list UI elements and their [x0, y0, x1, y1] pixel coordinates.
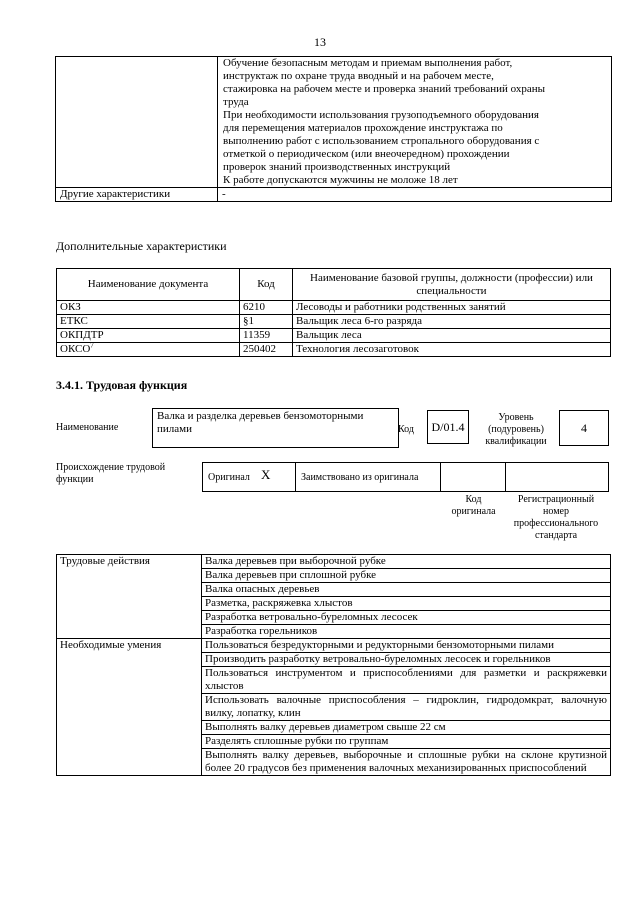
actions-skills-table [56, 554, 611, 776]
origin-label: Происхождение трудовой функции [56, 462, 166, 485]
name-cell: Технология лесозаготовок [293, 343, 611, 357]
labor-action-item: Валка опасных деревьев [202, 583, 611, 597]
requirement-line: выполнению работ с использованием стропального оборудования с [223, 135, 540, 147]
skill-item: Производить разработку ветровально-буреломных лесосек и горельников [202, 653, 611, 667]
level-box: 4 [559, 410, 609, 446]
additional-characteristics-table [56, 268, 611, 357]
additional-characteristics-title: Дополнительные характеристики [56, 239, 227, 253]
doc-text: ОКСО [60, 343, 91, 355]
requirement-line: Обучение безопасным методам и приемам выполнения работ, [223, 57, 513, 69]
original-label: Оригинал [208, 472, 250, 483]
code-box: D/01.4 [427, 410, 469, 444]
requirement-line: проверок знаний производственных инструкций [223, 161, 451, 173]
code-original-label: Код оригинала [451, 494, 496, 517]
header-code: Код [240, 269, 293, 301]
divider [440, 463, 441, 491]
labor-action-item: Разработка горельников [202, 625, 611, 639]
labor-action-item: Валка деревьев при выборочной рубке [202, 555, 611, 569]
function-name-box [152, 408, 399, 448]
code-cell: 11359 [240, 329, 293, 343]
doc-cell: ОКПДТР [57, 329, 240, 343]
skill-item: Выполнять валку деревьев, выборочные и сплошные рубки на склоне крутизной более 20 градусов без применения валочных механизированных приспособлений [202, 749, 611, 776]
name-cell: Вальщик леса 6-го разряда [293, 315, 611, 329]
skill-item: Пользоваться инструментом и приспособлениями для разметки и раскряжевки хлыстов [202, 667, 611, 694]
reg-number-label: Регистрационный номер профессионального стандарта [513, 494, 599, 541]
requirement-line: отметкой о периодическом (или внеочередном) прохождении [223, 148, 510, 160]
labor-action-item: Валка деревьев при сплошной рубке [202, 569, 611, 583]
skill-item: Разделять сплошные рубки по группам [202, 735, 611, 749]
labor-action-item: Разметка, раскряжевка хлыстов [202, 597, 611, 611]
name-cell: Вальщик леса [293, 329, 611, 343]
requirement-line: труда [223, 96, 249, 108]
requirement-line: К работе допускаются мужчины не моложе 18 лет [223, 174, 458, 186]
skill-item: Использовать валочные приспособления – гидроклин, гидродомкрат, валочную вилку, лопатку, клин [202, 694, 611, 721]
footnote-mark: 7 [90, 341, 94, 350]
borrowed-label: Заимствовано из оригинала [301, 472, 419, 483]
labor-action-item: Разработка ветровально-буреломных лесосек [202, 611, 611, 625]
code-cell: §1 [240, 315, 293, 329]
function-title: 3.4.1. Трудовая функция [56, 378, 188, 392]
name-cell: Лесоводы и работники родственных занятий [293, 301, 611, 315]
other-characteristics-label: Другие характеристики [56, 188, 218, 202]
empty-cell [56, 57, 218, 188]
name-label: Наименование [56, 422, 119, 433]
doc-cell: ОКЗ [57, 301, 240, 315]
code-cell: 250402 [240, 343, 293, 357]
other-characteristics-value: - [218, 188, 612, 202]
original-mark: X [261, 467, 271, 482]
requirements-cell [218, 57, 612, 188]
skills-label: Необходимые умения [57, 639, 202, 776]
requirement-line: инструктаж по охране труда вводный и на рабочем месте, [223, 70, 494, 82]
divider [505, 463, 506, 491]
header-name: Наименование базовой группы, должности (профессии) или специальности [293, 269, 611, 301]
requirement-line: для перемещения материалов прохождение инструктажа по [223, 122, 503, 134]
skill-item: Пользоваться безредукторными и редукторными бензомоторными пилами [202, 639, 611, 653]
origin-row-box [202, 462, 609, 492]
doc-cell: ЕТКС [57, 315, 240, 329]
header-document: Наименование документа [57, 269, 240, 301]
doc-cell [57, 343, 240, 357]
requirements-table [55, 56, 612, 202]
code-cell: 6210 [240, 301, 293, 315]
requirement-line: При необходимости использования грузоподъемного оборудования [223, 109, 539, 121]
function-name-value: Валка и разделка деревьев бензомоторными пилами [157, 410, 364, 435]
page-number: 13 [314, 35, 326, 49]
level-label: Уровень (подуровень) квалификации [485, 412, 547, 447]
skill-item: Выполнять валку деревьев диаметром свыше 22 см [202, 721, 611, 735]
divider [295, 463, 296, 491]
labor-actions-label: Трудовые действия [57, 555, 202, 639]
code-label: Код [398, 424, 414, 435]
requirement-line: стажировка на рабочем месте и проверка знаний требований охраны [223, 83, 545, 95]
